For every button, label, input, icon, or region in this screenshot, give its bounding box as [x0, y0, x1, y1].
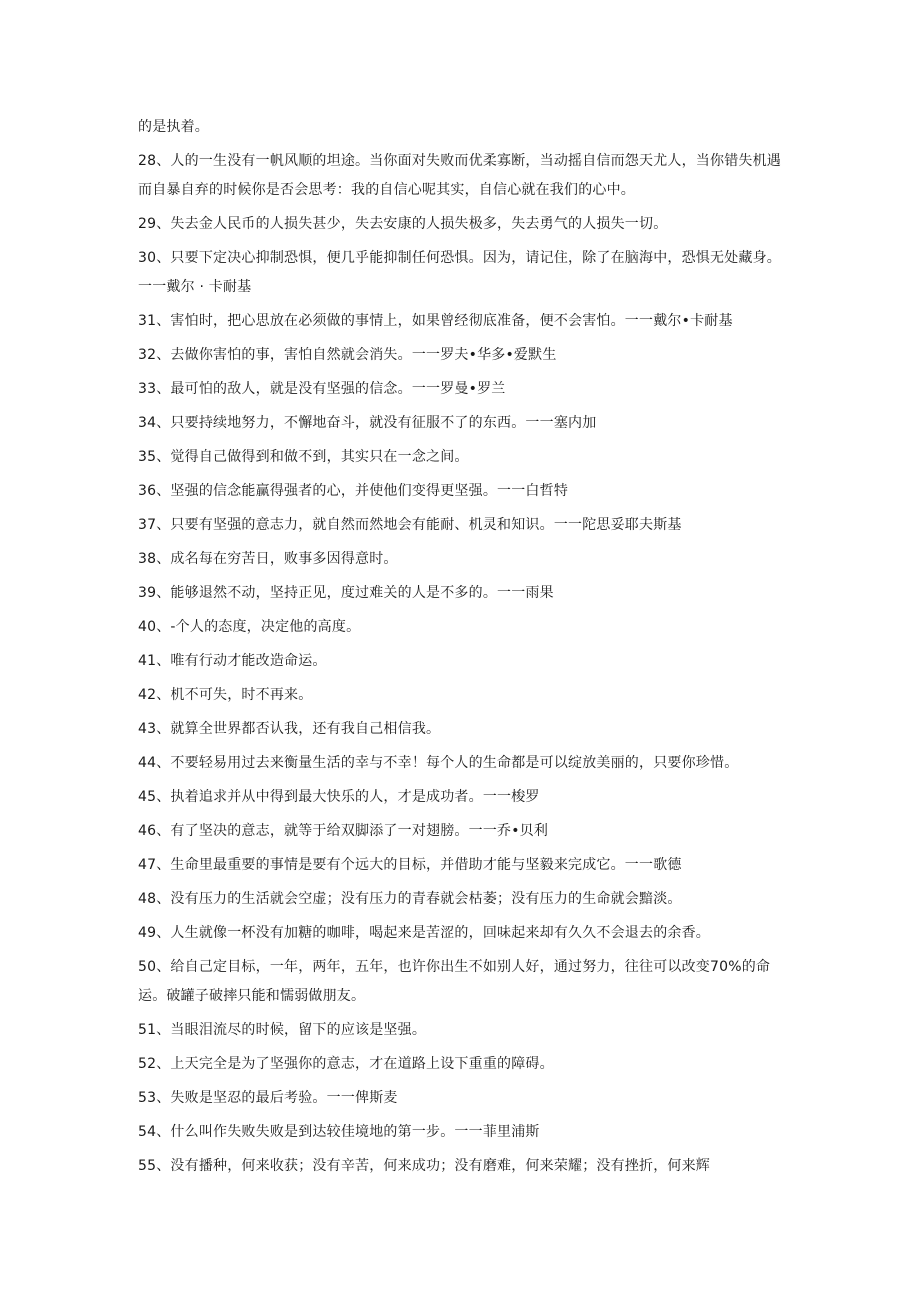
paragraph-40: 40、-个人的态度，决定他的高度。	[138, 619, 361, 635]
paragraph-39: 39、能够退然不动，坚持正见，度过难关的人是不多的。一一雨果	[138, 585, 554, 601]
paragraph-35: 35、觉得自己做得到和做不到，其实只在一念之间。	[138, 449, 469, 465]
paragraph-49: 49、人生就像一杯没有加糖的咖啡，喝起来是苦涩的，回味起来却有久久不会退去的余香。	[138, 925, 711, 941]
paragraph-31: 31、害怕时，把心思放在必须做的事情上，如果曾经彻底准备，便不会害怕。一一戴尔•卡耐基	[138, 313, 733, 329]
paragraph-34: 34、只要持续地努力，不懈地奋斗，就没有征服不了的东西。一一塞内加	[138, 415, 597, 431]
paragraph-45: 45、执着追求并从中得到最大快乐的人，才是成功者。一一梭罗	[138, 789, 540, 805]
paragraph-42: 42、机不可失，时不再来。	[138, 687, 313, 703]
paragraph-43: 43、就算全世界都否认我，还有我自己相信我。	[138, 721, 441, 737]
paragraph-55: 55、没有播种，何来收获；没有辛苦，何来成功；没有磨难，何来荣耀；没有挫折，何来辉	[138, 1158, 711, 1174]
paragraph-50: 50、给自己定目标，一年，两年，五年，也许你出生不如别人好，通过努力，往往可以改变70%的命运。破罐子破摔只能和懦弱做朋友。	[138, 959, 771, 1004]
paragraph-41: 41、唯有行动才能改造命运。	[138, 653, 327, 669]
paragraph-continuation: 的是执着。	[138, 119, 209, 135]
paragraph-37: 37、只要有坚强的意志力，就自然而然地会有能耐、机灵和知识。一一陀思妥耶夫斯基	[138, 517, 682, 533]
paragraph-28: 28、人的一生没有一帆风顺的坦途。当你面对失败而优柔寡断，当动摇自信而怨天尤人，当你错失机遇而自暴自弃的时候你是否会思考：我的自信心呢其实，自信心就在我们的心中。	[138, 153, 782, 198]
paragraph-32: 32、去做你害怕的事，害怕自然就会消失。一一罗夫•华多•爱默生	[138, 347, 557, 363]
paragraph-46: 46、有了坚决的意志，就等于给双脚添了一对翅膀。一一乔•贝利	[138, 823, 549, 839]
paragraph-52: 52、上天完全是为了坚强你的意志，才在道路上设下重重的障碍。	[138, 1056, 554, 1072]
paragraph-54: 54、什么叫作失败失败是到达较佳境地的第一步。一一菲里浦斯	[138, 1124, 540, 1140]
document-body	[138, 113, 788, 1186]
paragraph-33: 33、最可怕的敌人，就是没有坚强的信念。一一罗曼•罗兰	[138, 381, 506, 397]
paragraph-30: 30、只要下定决心抑制恐惧，便几乎能抑制任何恐惧。因为，请记住，除了在脑海中，恐惧无处藏身。一一戴尔 · 卡耐基	[138, 250, 782, 295]
paragraph-48: 48、没有压力的生活就会空虚；没有压力的青春就会枯萎；没有压力的生命就会黯淡。	[138, 891, 682, 907]
paragraph-47: 47、生命里最重要的事情是要有个远大的目标，并借助才能与坚毅来完成它。一一歌德	[138, 857, 682, 873]
paragraph-38: 38、成名每在穷苦日，败事多因得意时。	[138, 551, 398, 567]
paragraph-29: 29、失去金人民币的人损失甚少，失去安康的人损失极多，失去勇气的人损失一切。	[138, 216, 668, 232]
paragraph-36: 36、坚强的信念能赢得强者的心，并使他们变得更坚强。一一白哲特	[138, 483, 569, 499]
paragraph-51: 51、当眼泪流尽的时候，留下的应该是坚强。	[138, 1022, 427, 1038]
paragraph-53: 53、失败是坚忍的最后考验。一一俾斯麦	[138, 1090, 398, 1106]
paragraph-44: 44、不要轻易用过去来衡量生活的幸与不幸！每个人的生命都是可以绽放美丽的，只要你珍惜。	[138, 755, 739, 771]
